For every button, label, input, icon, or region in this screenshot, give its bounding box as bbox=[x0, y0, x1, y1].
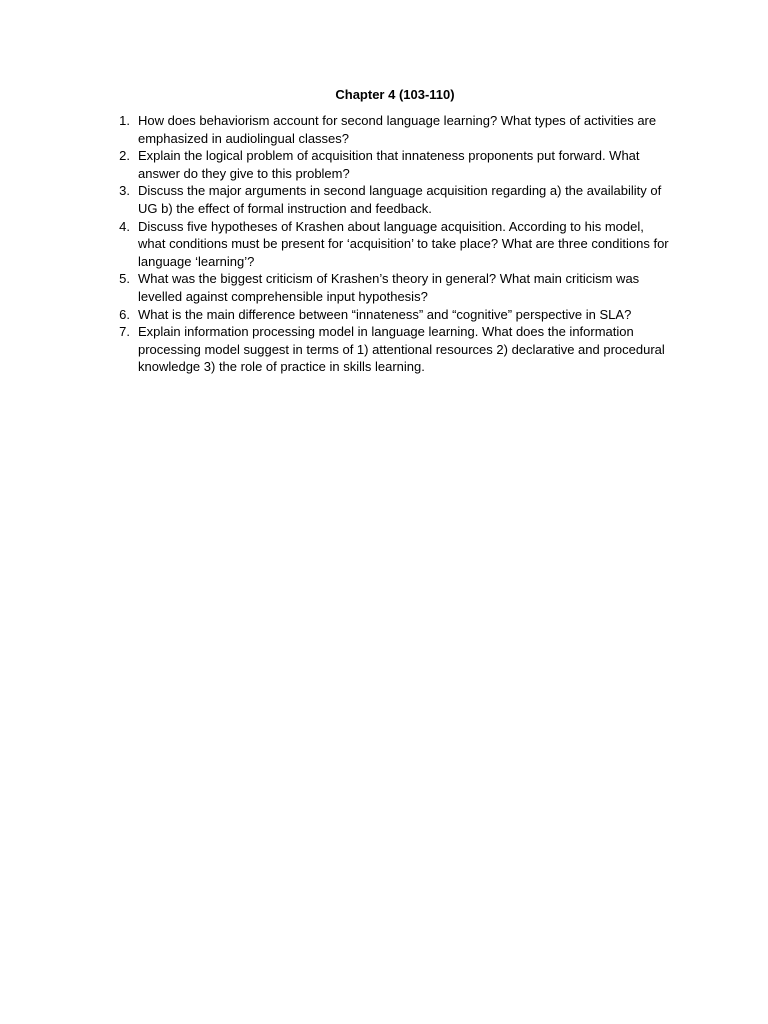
question-text: Explain the logical problem of acquisition that innateness proponents put forward. What answer do they give to this problem? bbox=[138, 148, 640, 181]
question-text: How does behaviorism account for second language learning? What types of activities are emphasized in audiolingual classes? bbox=[138, 113, 657, 146]
question-number: 7. bbox=[119, 324, 130, 340]
list-item bbox=[112, 112, 674, 147]
list-item bbox=[112, 323, 674, 376]
question-text: Discuss five hypotheses of Krashen about language acquisition. According to his model, what conditions must be present for ‘acquisition’ to take place? What are three conditions for language ‘learning’? bbox=[138, 218, 669, 269]
list-item bbox=[112, 147, 674, 182]
question-text: Discuss the major arguments in second language acquisition regarding a) the availability of UG b) the effect of formal instruction and feedback. bbox=[138, 183, 662, 216]
list-item bbox=[112, 306, 674, 324]
question-list bbox=[112, 112, 674, 376]
question-number: 6. bbox=[119, 306, 130, 322]
list-item bbox=[112, 182, 674, 217]
question-number: 4. bbox=[119, 218, 130, 234]
question-number: 5. bbox=[119, 271, 130, 287]
list-item bbox=[112, 218, 674, 271]
page-title: Chapter 4 (103-110) bbox=[335, 87, 455, 102]
list-item bbox=[112, 270, 674, 305]
question-number: 3. bbox=[119, 183, 130, 199]
question-number: 2. bbox=[119, 148, 130, 164]
question-text: Explain information processing model in language learning. What does the information processing model suggest in terms of 1) attentional resources 2) declarative and procedural knowledge 3) the role of practice in skills learning. bbox=[138, 324, 665, 375]
question-text: What is the main difference between “innateness” and “cognitive” perspective in SLA? bbox=[138, 306, 632, 322]
question-text: What was the biggest criticism of Krashen’s theory in general? What main criticism was levelled against comprehensible input hypothesis? bbox=[138, 271, 640, 304]
question-number: 1. bbox=[119, 113, 130, 128]
